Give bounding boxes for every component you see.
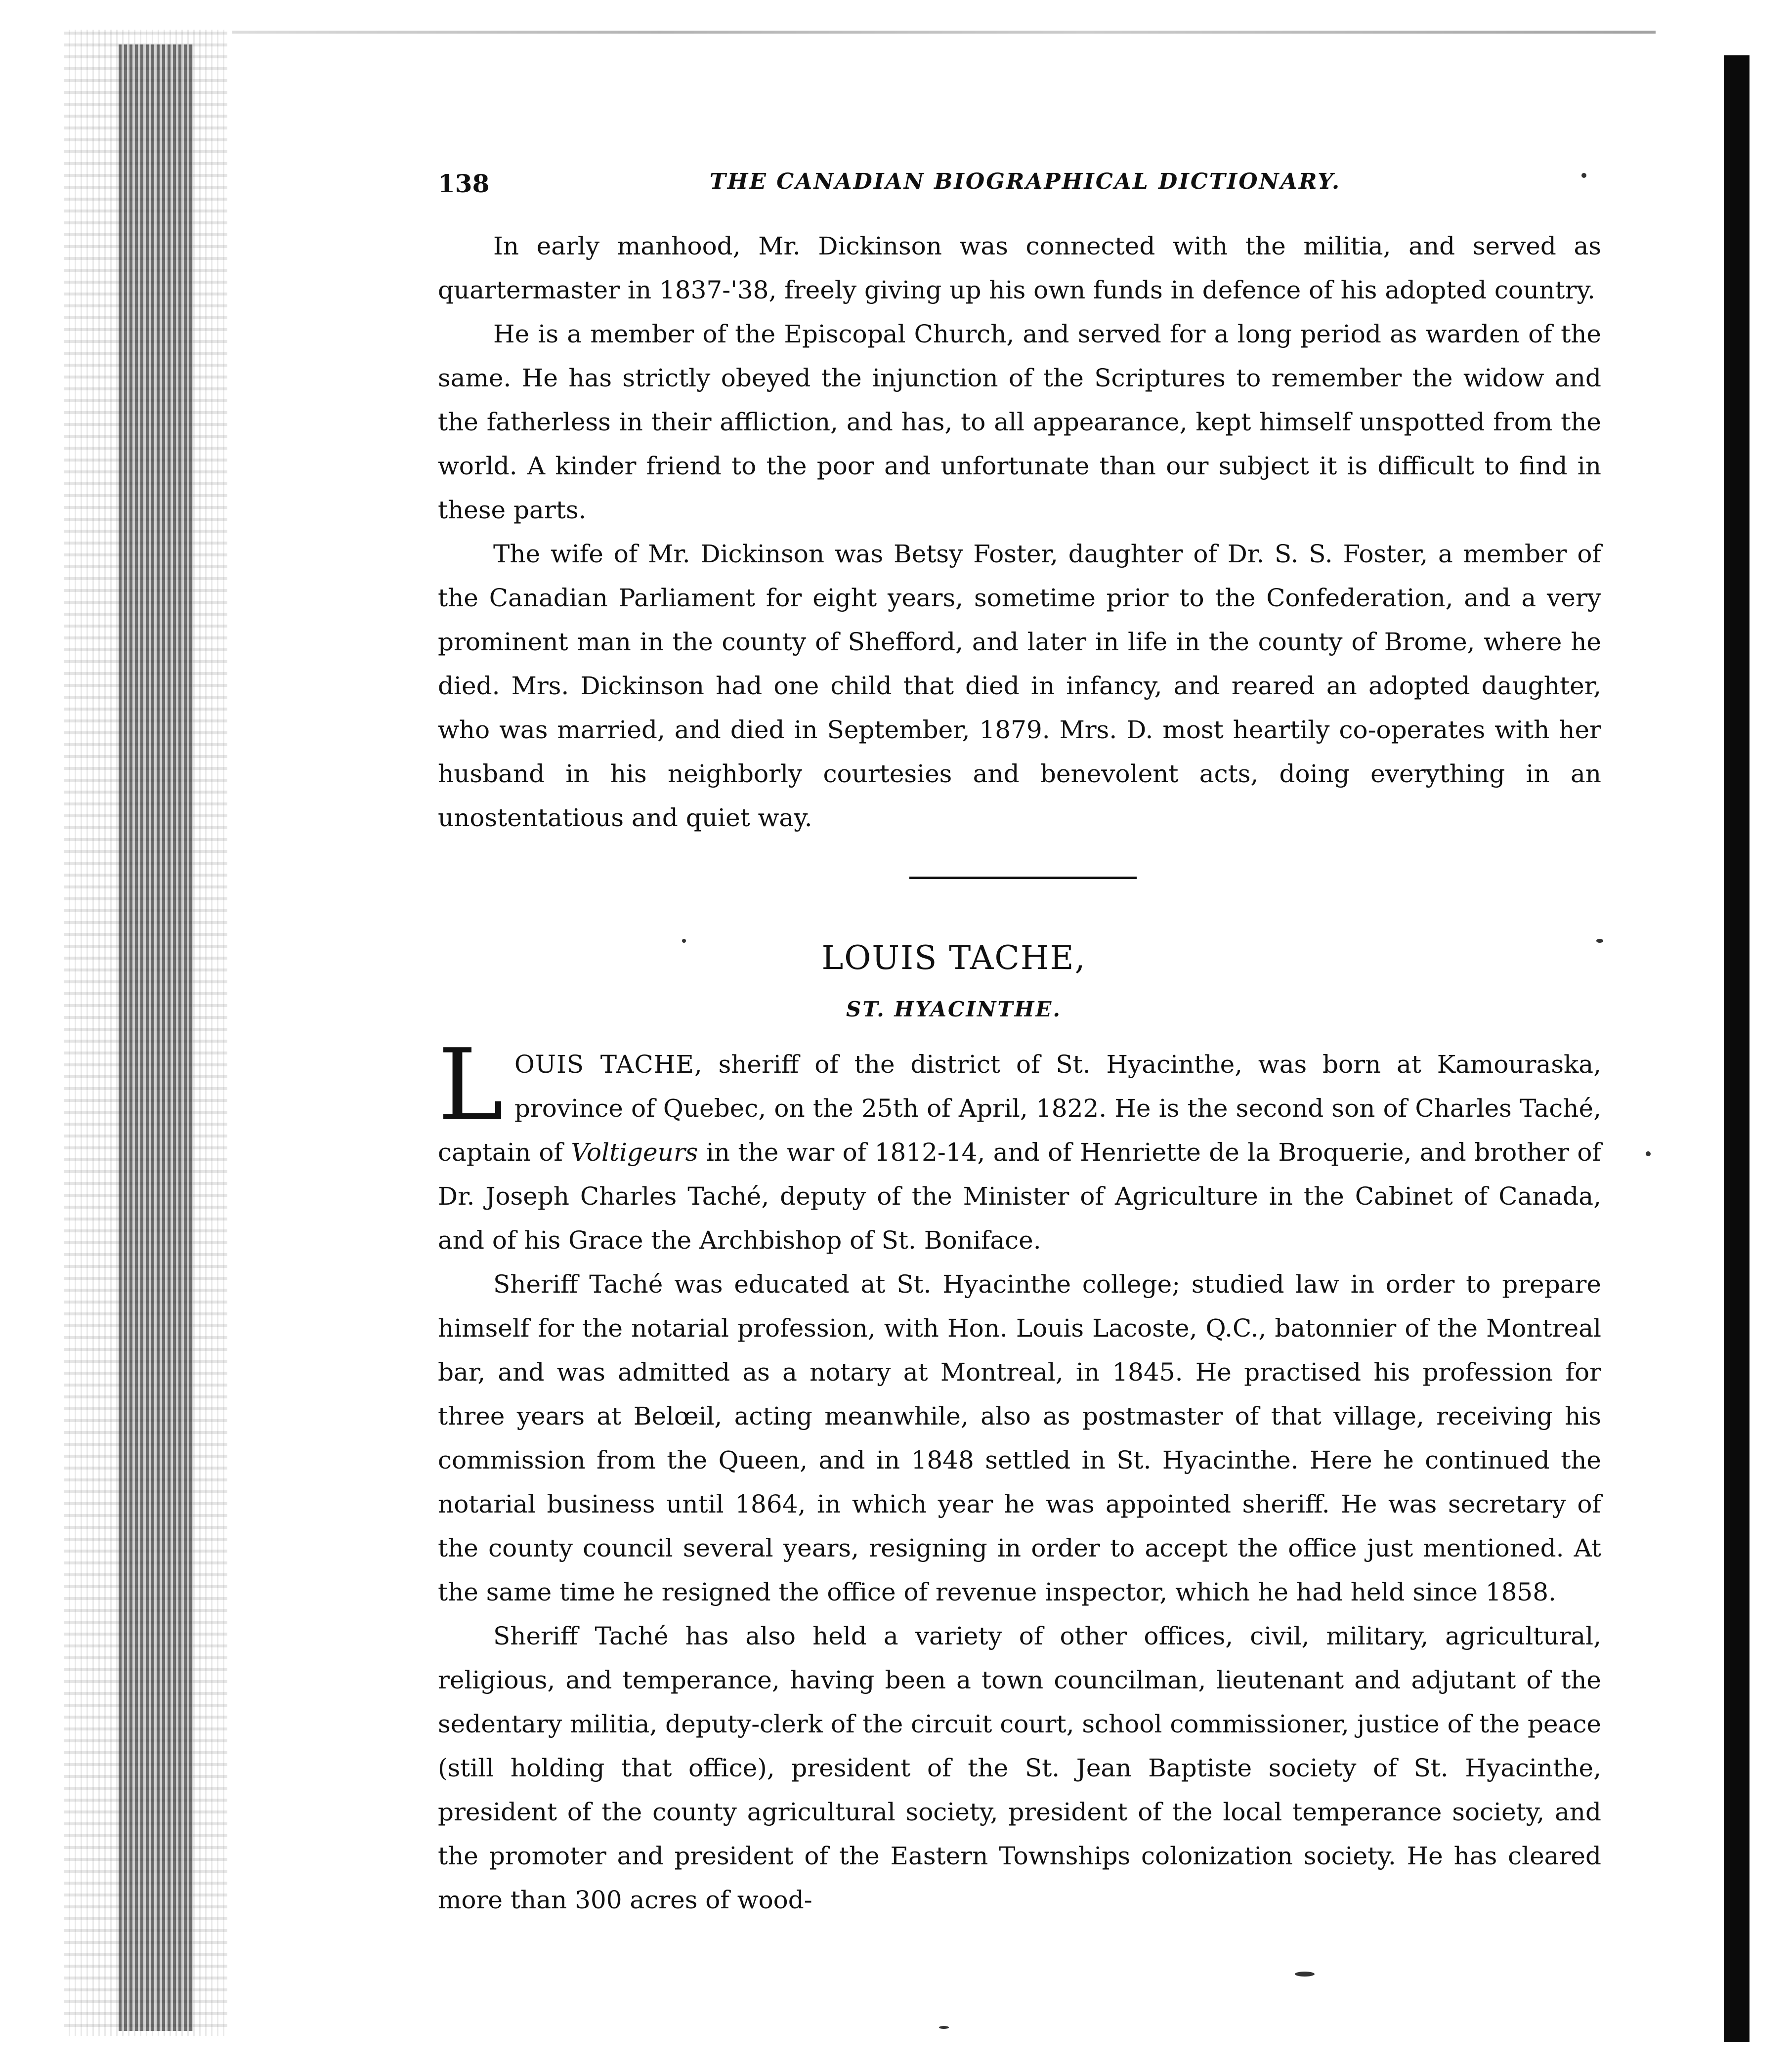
scan-speck (1581, 173, 1586, 178)
scan-speck (1646, 1151, 1651, 1156)
scan-top-edge (232, 31, 1656, 34)
paragraph: In early manhood, Mr. Dickinson was connected with the militia, and served as quartermaster in 1837-'38, freely giving up his own funds in defence of his adopted country. (438, 232, 1601, 304)
lead-text: sheriff of the district of St. Hyacinthe, was born at Kamouraska, province of Quebec, on the 25th of April, 1822. He is the second son of Charles Taché, captain of (438, 1050, 1601, 1167)
paragraph: Sheriff Taché was educated at St. Hyacinthe college; studied law in order to prepare himself for the notarial profession, with Hon. Louis Lacoste, Q.C., batonnier of the Montreal bar, and was admitted as a notary at Montreal, in 1845. He practised his profession for three years at Belœil, acting meanwhile, also as postmaster of that village, receiving his commission from the Queen, and in 1848 settled in St. Hyacinthe. Here he continued the notarial business until 1864, in which year he was appointed sheriff. He was secretary of the county council several years, resigning in order to accept the office just mentioned. At the same time he resigned the office of revenue inspector, which he had held since 1858. (438, 1270, 1601, 1606)
scan-speck (682, 939, 686, 943)
italic-term: Voltigeurs (571, 1138, 698, 1167)
scan-right-edge (1724, 55, 1749, 2042)
paragraph: The wife of Mr. Dickinson was Betsy Foster, daughter of Dr. S. S. Foster, a member of the Canadian Parliament for eight years, sometime prior to the Confederation, and a very prominent man in the county of Shefford, and later in life in the county of Brome, where he died. Mrs. Dickinson had one child that died in infancy, and reared an adopted daughter, who was married, and died in September, 1879. Mrs. D. most heartily co-operates with her husband in his neighborly courtesies and benevolent acts, doing everything in an unostentatious and quiet way. (438, 540, 1601, 832)
binding-edge (119, 44, 193, 2031)
page-header (438, 169, 1614, 213)
scan-speck (939, 2026, 949, 2029)
section-divider (909, 877, 1137, 879)
entry-place: ST. HYACINTHE. (846, 997, 1062, 1021)
running-head: THE CANADIAN BIOGRAPHICAL DICTIONARY. (710, 169, 1341, 194)
lead-name: OUIS TACHE, (514, 1050, 703, 1079)
drop-cap: L (438, 1028, 504, 1143)
lead-paragraph (438, 1028, 1601, 1263)
dickinson-entry-continuation (438, 224, 1601, 840)
scan-speck (1295, 1972, 1315, 1977)
paragraph: Sheriff Taché has also held a variety of other offices, civil, military, agricultural, religious, and temperance, having been a town councilman, lieutenant and adjutant of the sedentary militia, deputy-clerk of the circuit court, school commissioner, justice of the peace (still holding that office), president of the St. Jean Baptiste society of St. Hyacinthe, president of the county agricultural society, president of the local temperance society, and the promoter and president of the Eastern Townships colonization society. He has cleared more than 300 acres of wood- (438, 1622, 1601, 1914)
page-number: 138 (438, 169, 490, 198)
entry-title: LOUIS TACHE, (821, 939, 1086, 977)
scan-speck (1596, 939, 1603, 943)
tache-entry-body (438, 1028, 1601, 1922)
paragraph: He is a member of the Episcopal Church, and served for a long period as warden of the same. He has strictly obeyed the injunction of the Scriptures to remember the widow and the fatherless in their affliction, and has, to all appearance, kept himself unspotted from the world. A kinder friend to the poor and unfortunate than our subject it is difficult to find in these parts. (438, 320, 1601, 524)
lead-text-continued: in the war of 1812-14, and of Henriette de la Broquerie, and brother of Dr. Joseph Charles Taché, deputy of the Minister of Agriculture in the Cabinet of Canada, and of his Grace the Archbishop of St. Boniface. (438, 1138, 1601, 1255)
